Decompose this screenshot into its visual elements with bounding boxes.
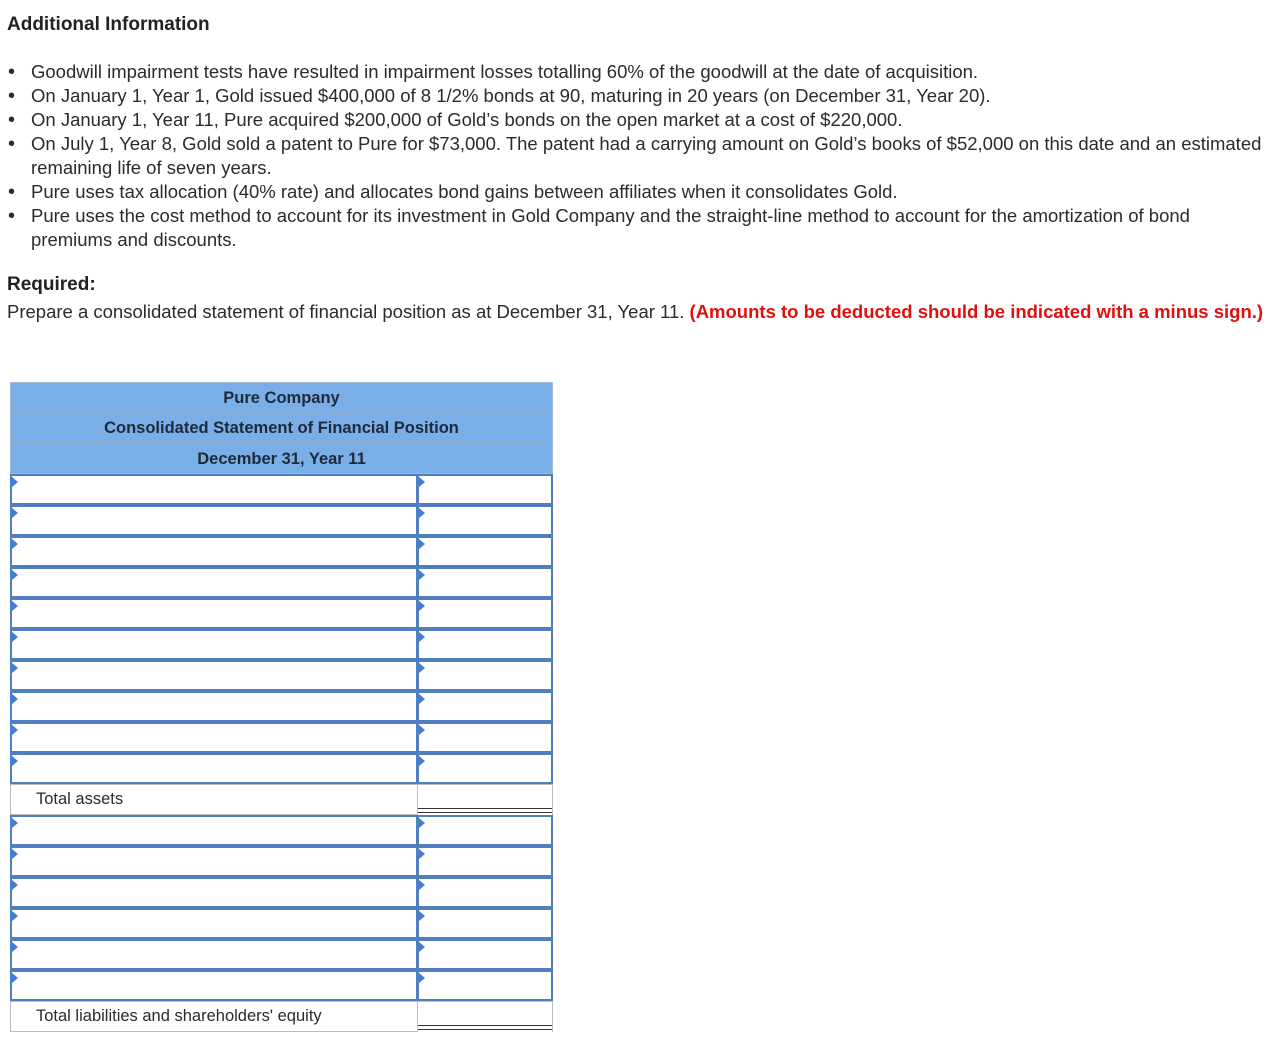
asset-row (10, 536, 553, 567)
required-label: Required: (7, 274, 96, 295)
dropdown-arrow-icon (12, 725, 18, 735)
cell-marker-icon (419, 508, 425, 518)
liability-amount-input[interactable] (417, 970, 553, 1001)
minus-sign-note: (Amounts to be deducted should be indicated with a minus sign.) (689, 301, 1264, 322)
info-bullet: • Pure uses the cost method to account for its investment in Gold Company and the straight-line method to account for the amortization of bond premiums and discounts. (0, 204, 1276, 252)
asset-amount-input[interactable] (417, 567, 553, 598)
dropdown-arrow-icon (12, 601, 18, 611)
statement-date: December 31, Year 11 (10, 442, 553, 474)
asset-rows (10, 474, 553, 784)
cell-marker-icon (419, 942, 425, 952)
asset-account-dropdown[interactable] (10, 722, 418, 753)
asset-row (10, 691, 553, 722)
dropdown-arrow-icon (12, 942, 18, 952)
asset-row (10, 474, 553, 505)
additional-info-heading: Additional Information (7, 14, 210, 35)
liability-row (10, 970, 553, 1001)
asset-amount-input[interactable] (417, 598, 553, 629)
cell-marker-icon (419, 663, 425, 673)
dropdown-arrow-icon (12, 880, 18, 890)
dropdown-arrow-icon (12, 849, 18, 859)
total-assets-row (10, 784, 553, 815)
asset-amount-input[interactable] (417, 753, 553, 784)
total-liabilities-amount (417, 1001, 553, 1032)
required-text: Prepare a consolidated statement of financial position as at December 31, Year 11. (7, 301, 690, 322)
asset-account-dropdown[interactable] (10, 474, 418, 505)
cell-marker-icon (419, 694, 425, 704)
asset-account-dropdown[interactable] (10, 598, 418, 629)
info-bullet: • On July 1, Year 8, Gold sold a patent to Pure for $73,000. The patent had a carrying amount on Gold’s books of $52,000 on this date and an estimated remaining life of seven years. (0, 132, 1276, 180)
liability-amount-input[interactable] (417, 846, 553, 877)
asset-row (10, 722, 553, 753)
cell-marker-icon (419, 477, 425, 487)
liability-amount-input[interactable] (417, 815, 553, 846)
asset-account-dropdown[interactable] (10, 753, 418, 784)
asset-amount-input[interactable] (417, 536, 553, 567)
cell-marker-icon (419, 849, 425, 859)
asset-row (10, 629, 553, 660)
asset-account-dropdown[interactable] (10, 505, 418, 536)
total-liabilities-label: Total liabilities and shareholders' equity (10, 1001, 418, 1032)
cell-marker-icon (419, 539, 425, 549)
info-bullet: • On January 1, Year 11, Pure acquired $200,000 of Gold’s bonds on the open market at a cost of $220,000. (0, 108, 1276, 132)
info-bullet: • On January 1, Year 1, Gold issued $400,000 of 8 1/2% bonds at 90, maturing in 20 years (on December 31, Year 20). (0, 84, 1276, 108)
liability-row (10, 815, 553, 846)
asset-amount-input[interactable] (417, 722, 553, 753)
dropdown-arrow-icon (12, 973, 18, 983)
required-instructions (7, 299, 1273, 324)
dropdown-arrow-icon (12, 632, 18, 642)
cell-marker-icon (419, 911, 425, 921)
asset-amount-input[interactable] (417, 629, 553, 660)
asset-account-dropdown[interactable] (10, 536, 418, 567)
liability-amount-input[interactable] (417, 939, 553, 970)
cell-marker-icon (419, 570, 425, 580)
dropdown-arrow-icon (12, 477, 18, 487)
dropdown-arrow-icon (12, 818, 18, 828)
liability-rows (10, 815, 553, 1001)
asset-row (10, 660, 553, 691)
asset-account-dropdown[interactable] (10, 629, 418, 660)
cell-marker-icon (419, 756, 425, 766)
liability-account-dropdown[interactable] (10, 939, 418, 970)
cell-marker-icon (419, 880, 425, 890)
liability-account-dropdown[interactable] (10, 877, 418, 908)
liability-account-dropdown[interactable] (10, 815, 418, 846)
cell-marker-icon (419, 632, 425, 642)
info-bullet: • Goodwill impairment tests have resulted in impairment losses totalling 60% of the goodwill at the date of acquisition. (0, 60, 1276, 84)
liability-account-dropdown[interactable] (10, 846, 418, 877)
asset-account-dropdown[interactable] (10, 660, 418, 691)
liability-amount-input[interactable] (417, 908, 553, 939)
dropdown-arrow-icon (12, 570, 18, 580)
asset-amount-input[interactable] (417, 505, 553, 536)
liability-row (10, 877, 553, 908)
liability-amount-input[interactable] (417, 877, 553, 908)
dropdown-arrow-icon (12, 756, 18, 766)
dropdown-arrow-icon (12, 508, 18, 518)
liability-account-dropdown[interactable] (10, 908, 418, 939)
liability-row (10, 939, 553, 970)
company-name: Pure Company (10, 382, 553, 412)
info-bullet: • Pure uses tax allocation (40% rate) and allocates bond gains between affiliates when it consolidates Gold. (0, 180, 1276, 204)
total-liabilities-row (10, 1001, 553, 1032)
asset-row (10, 753, 553, 784)
liability-row (10, 846, 553, 877)
cell-marker-icon (419, 601, 425, 611)
liability-account-dropdown[interactable] (10, 970, 418, 1001)
asset-row (10, 598, 553, 629)
asset-amount-input[interactable] (417, 691, 553, 722)
dropdown-arrow-icon (12, 663, 18, 673)
statement-title: Consolidated Statement of Financial Position (10, 412, 553, 442)
asset-account-dropdown[interactable] (10, 567, 418, 598)
additional-info-list (0, 60, 1276, 252)
cell-marker-icon (419, 818, 425, 828)
asset-amount-input[interactable] (417, 660, 553, 691)
asset-account-dropdown[interactable] (10, 691, 418, 722)
asset-row (10, 567, 553, 598)
asset-row (10, 505, 553, 536)
total-assets-amount (417, 784, 553, 815)
cell-marker-icon (419, 725, 425, 735)
liability-row (10, 908, 553, 939)
dropdown-arrow-icon (12, 539, 18, 549)
asset-amount-input[interactable] (417, 474, 553, 505)
financial-position-worksheet (10, 382, 553, 1032)
cell-marker-icon (419, 973, 425, 983)
dropdown-arrow-icon (12, 694, 18, 704)
dropdown-arrow-icon (12, 911, 18, 921)
total-assets-label: Total assets (10, 784, 418, 815)
